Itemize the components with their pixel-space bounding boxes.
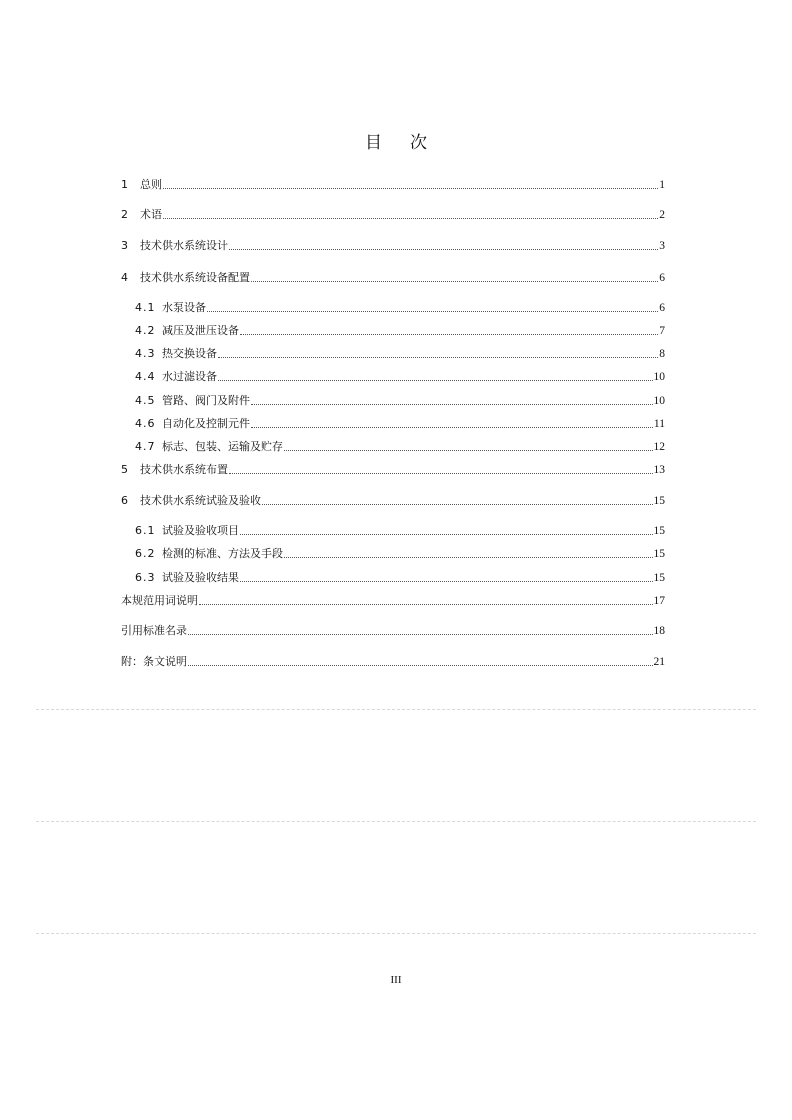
toc-entry-number: 5 [121, 463, 128, 476]
toc-leader-dots [163, 188, 658, 189]
toc-entry-4-6[interactable] [135, 415, 665, 431]
toc-entry-page: 8 [659, 348, 665, 360]
toc-leader-dots [229, 249, 658, 250]
toc-entry-number: 3 [121, 239, 128, 252]
toc-entry-title: 技术供水系统设备配置 [140, 271, 250, 284]
toc-entry-page: 6 [659, 272, 665, 284]
toc-entry-title: 总则 [140, 178, 162, 191]
toc-entry-page: 11 [653, 418, 665, 430]
toc-entry-4-7[interactable] [135, 438, 665, 454]
toc-entry-3[interactable] [121, 237, 665, 253]
toc-leader-dots [188, 634, 653, 635]
toc-entry-title: 自动化及控制元件 [162, 417, 250, 430]
toc-entry-title: 技术供水系统试验及验收 [140, 494, 261, 507]
page-title-part2: 次 [410, 133, 427, 153]
toc-entry-title: 管路、阀门及附件 [162, 394, 250, 407]
dashed-separator [36, 933, 756, 934]
toc-entry-title: 试验及验收项目 [162, 524, 239, 537]
toc-entry-number: 6 [121, 494, 128, 507]
toc-entry-4-1[interactable] [135, 299, 665, 315]
toc-entry-page: 21 [653, 656, 665, 668]
toc-entry-5[interactable] [121, 461, 665, 477]
toc-entry-page: 17 [653, 595, 665, 607]
toc-leader-dots [240, 334, 658, 335]
toc-entry-page: 2 [659, 209, 665, 221]
toc-entry-page: 18 [653, 625, 665, 637]
toc-leader-dots [229, 473, 653, 474]
toc-entry-4-5[interactable] [135, 392, 665, 408]
toc-entry-4-4[interactable] [135, 368, 665, 384]
toc-leader-dots [240, 534, 653, 535]
toc-leader-dots [284, 557, 653, 558]
toc-entry-title: 引用标准名录 [121, 624, 187, 637]
toc-entry-number: 4.5 [135, 394, 156, 407]
toc-entry-4[interactable] [121, 269, 665, 285]
toc-entry-terms-usage[interactable] [121, 592, 665, 608]
toc-entry-page: 12 [653, 441, 665, 453]
toc-entry-title: 检测的标准、方法及手段 [162, 547, 283, 560]
toc-entry-page: 6 [659, 302, 665, 314]
toc-entry-6-1[interactable] [135, 522, 665, 538]
toc-entry-number: 6.2 [135, 547, 156, 560]
toc-entry-title: 减压及泄压设备 [162, 324, 239, 337]
toc-entry-page: 10 [653, 371, 665, 383]
toc-entry-title: 术语 [140, 208, 162, 221]
toc-entry-page: 7 [659, 325, 665, 337]
toc-entry-6-3[interactable] [135, 569, 665, 585]
toc-entry-title: 水泵设备 [162, 301, 206, 314]
toc-leader-dots [199, 604, 653, 605]
toc-entry-title: 标志、包装、运输及贮存 [162, 440, 283, 453]
toc-entry-4-2[interactable] [135, 322, 665, 338]
toc-entry-number: 6.1 [135, 524, 156, 537]
toc-entry-page: 1 [659, 179, 665, 191]
toc-entry-page: 15 [653, 548, 665, 560]
toc-entry-number: 1 [121, 178, 128, 191]
toc-entry-2[interactable] [121, 206, 665, 222]
page-title-part1: 目 [365, 133, 382, 153]
toc-leader-dots [262, 504, 653, 505]
page-number: III [390, 974, 402, 986]
dashed-separator [36, 821, 756, 822]
toc-entry-explanation[interactable] [121, 653, 665, 669]
toc-entry-1[interactable] [121, 176, 665, 192]
toc-entry-number: 4.7 [135, 440, 156, 453]
toc-entry-title: 附：条文说明 [121, 655, 187, 668]
toc-entry-page: 15 [653, 572, 665, 584]
toc-entry-number: 2 [121, 208, 128, 221]
toc-entry-title: 技术供水系统布置 [140, 463, 228, 476]
toc-entry-number: 6.3 [135, 571, 156, 584]
toc-leader-dots [207, 311, 658, 312]
toc-entry-referenced-standards[interactable] [121, 622, 665, 638]
toc-entry-6-2[interactable] [135, 545, 665, 561]
toc-leader-dots [163, 218, 658, 219]
toc-entry-6[interactable] [121, 492, 665, 508]
toc-entry-number: 4.3 [135, 347, 156, 360]
toc-leader-dots [251, 427, 653, 428]
toc-entry-title: 热交换设备 [162, 347, 217, 360]
toc-entry-title: 技术供水系统设计 [140, 239, 228, 252]
toc-entry-page: 13 [653, 464, 665, 476]
toc-entry-number: 4.6 [135, 417, 156, 430]
toc-entry-number: 4.4 [135, 370, 156, 383]
page-title [0, 128, 792, 153]
toc-entry-page: 10 [653, 395, 665, 407]
toc-leader-dots [188, 665, 653, 666]
toc-entry-page: 3 [659, 240, 665, 252]
toc-entry-page: 15 [653, 525, 665, 537]
toc-entry-title: 水过滤设备 [162, 370, 217, 383]
dashed-separator [36, 709, 756, 710]
toc-leader-dots [251, 281, 658, 282]
toc-leader-dots [251, 404, 653, 405]
toc-entry-4-3[interactable] [135, 345, 665, 361]
toc-entry-number: 4 [121, 271, 128, 284]
toc-entry-number: 4.2 [135, 324, 156, 337]
toc-leader-dots [218, 357, 658, 358]
toc-entry-page: 15 [653, 495, 665, 507]
toc-leader-dots [284, 450, 653, 451]
toc-leader-dots [240, 581, 653, 582]
toc-leader-dots [218, 380, 653, 381]
toc-entry-number: 4.1 [135, 301, 156, 314]
toc-entry-title: 试验及验收结果 [162, 571, 239, 584]
toc-entry-title: 本规范用词说明 [121, 594, 198, 607]
